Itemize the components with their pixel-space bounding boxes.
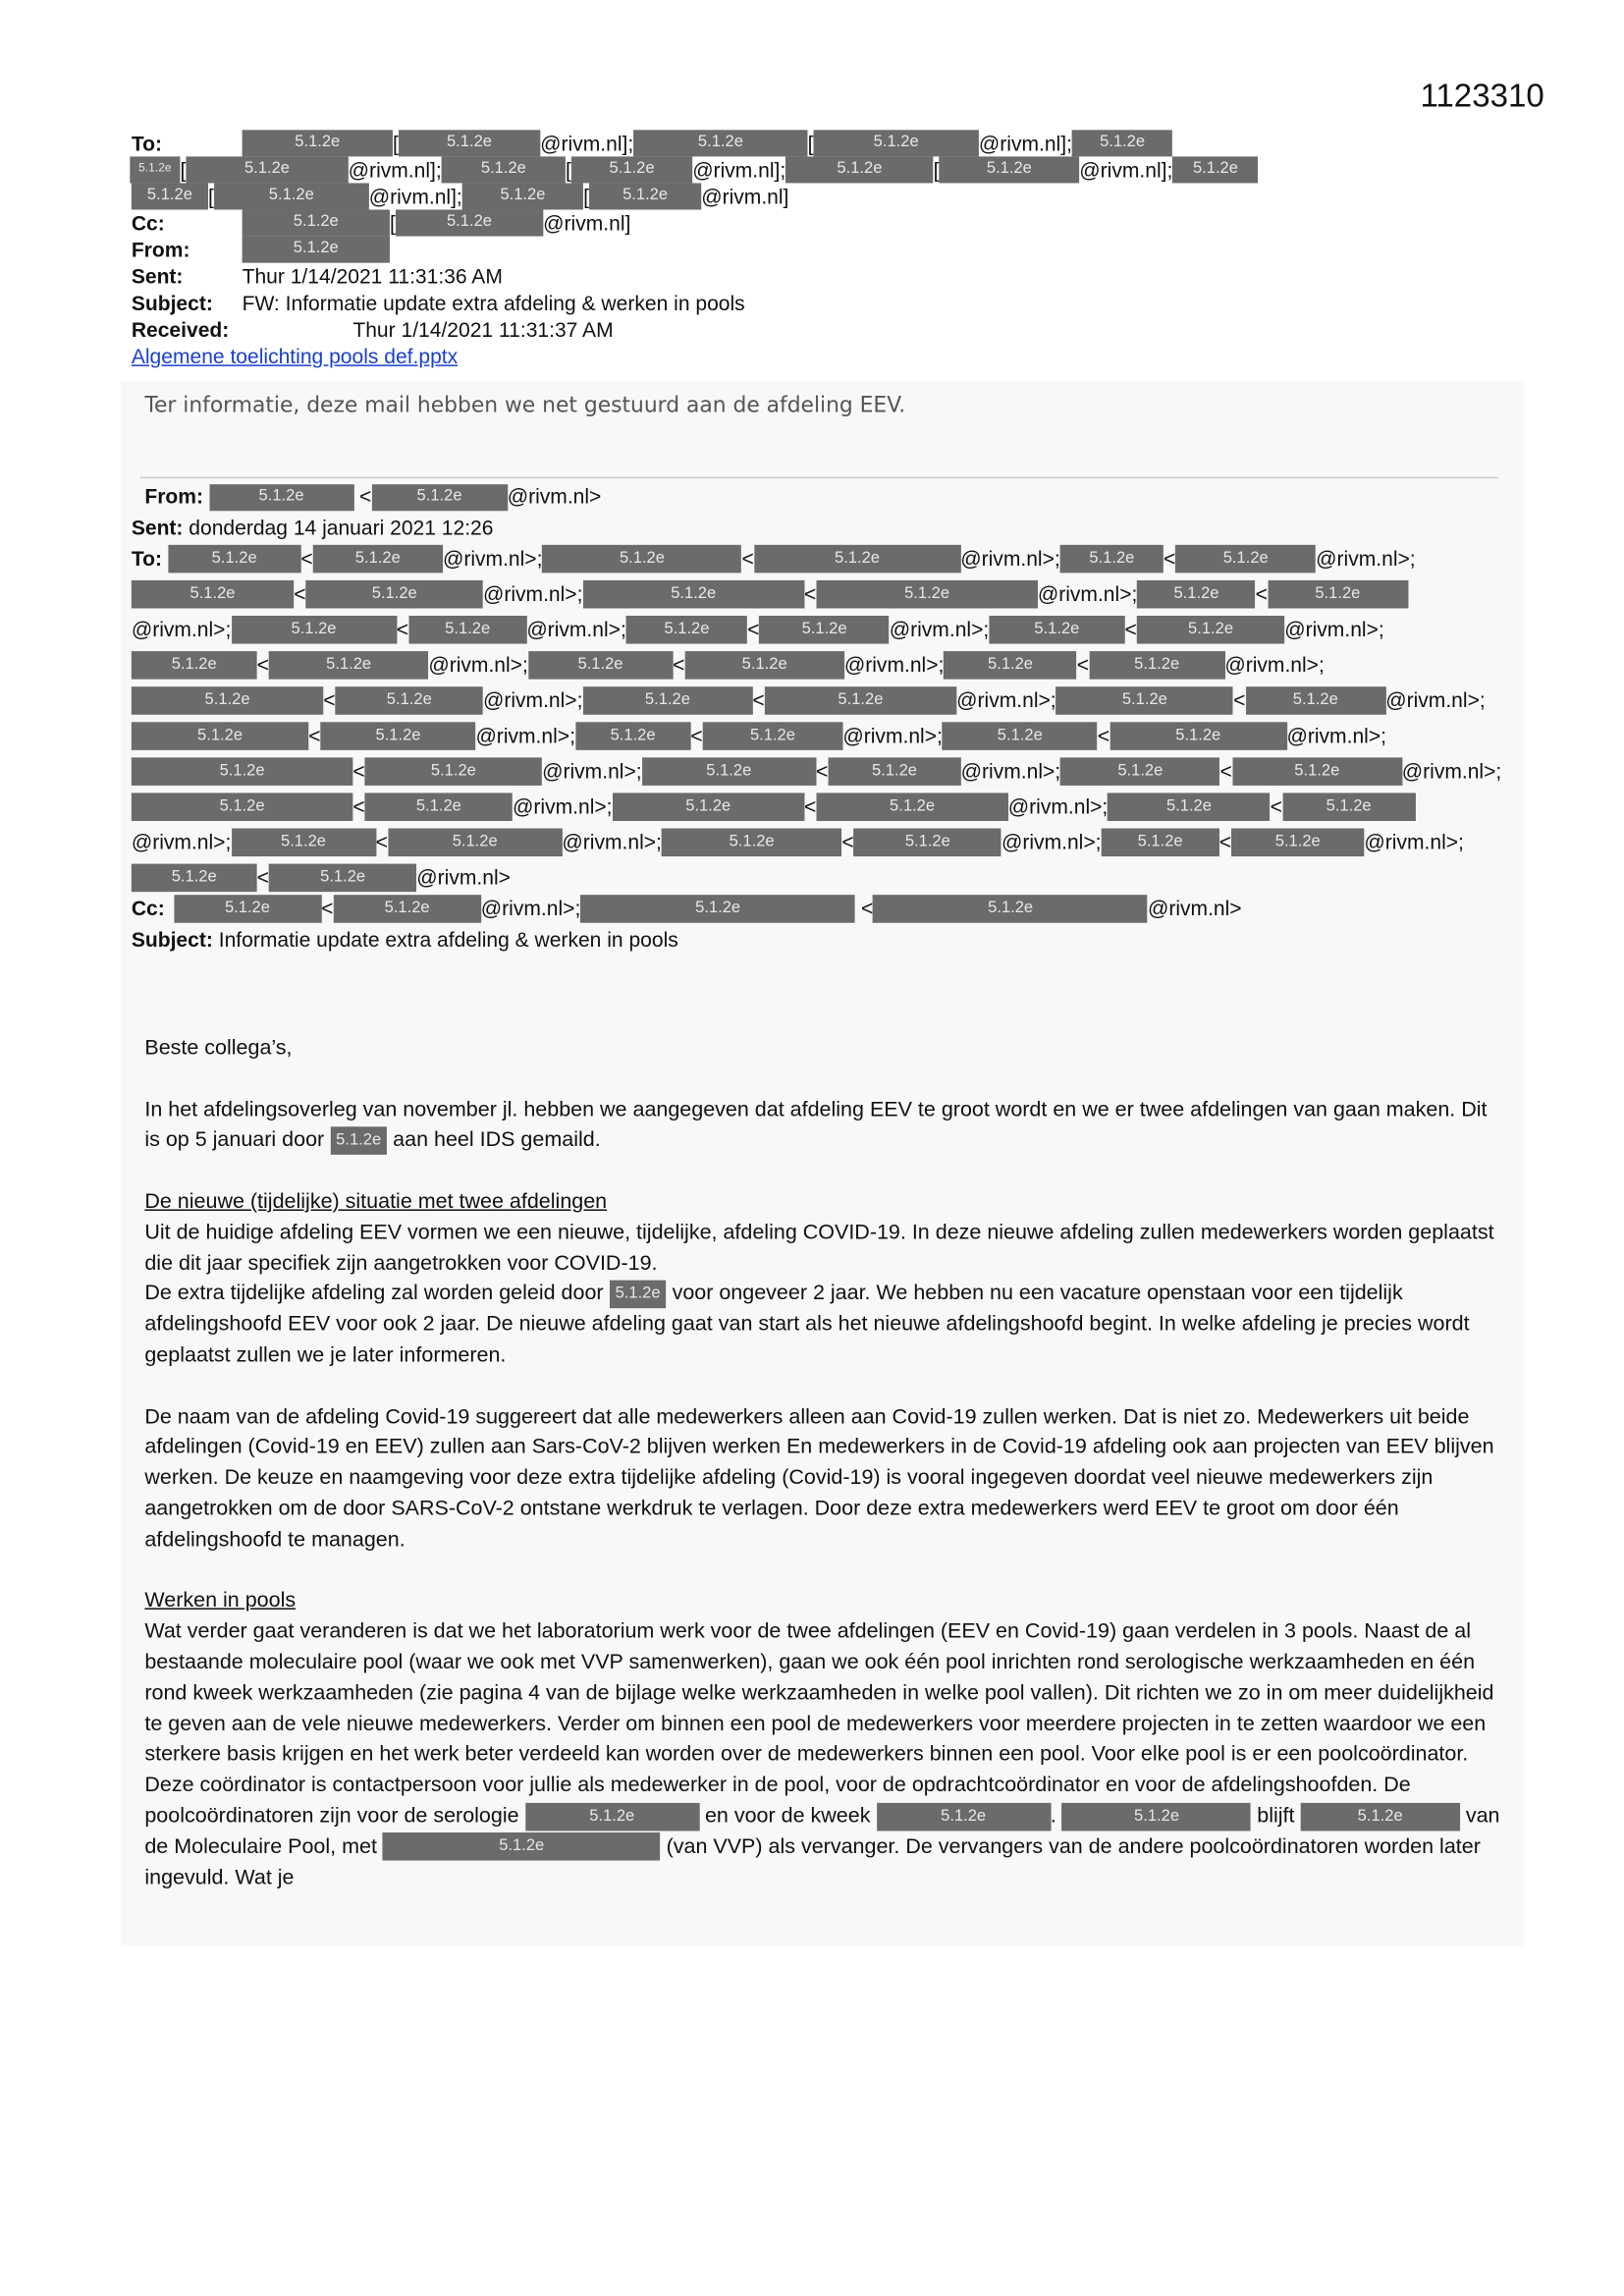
redaction: 5.1.2e [589, 183, 701, 209]
body-paragraph [144, 1095, 1502, 1157]
redaction: 5.1.2e [525, 1802, 699, 1831]
redaction: 5.1.2e [610, 1281, 667, 1309]
redaction: 5.1.2e [408, 616, 526, 644]
sent-row [132, 263, 1460, 290]
attachment-row [132, 343, 1460, 369]
redaction: 5.1.2e [336, 686, 483, 715]
from-label: From: [131, 238, 190, 262]
lt: < [690, 723, 703, 747]
redaction: 5.1.2e [662, 829, 841, 857]
body-text: De naam van de afdeling Covid-19 suggereert dat alle medewerkers alleen aan Covid-19 zullen werken. Dat is niet zo. Medewerkers uit beide afdelingen (Covid-19 en EEV) zullen aan Sars-CoV-2 blijven werken En medewerkers in de Covid-19 afdeling ook aan projecten van EEV blijven werken. De keuze en naamgeving voor deze extra tijdelijke afdeling (Covid-19) is vooral ingegeven doordat veel nieuwe medewerkers zijn aangetrokken om de door SARS-CoV-2 ontstane werkdruk te verlagen. Door deze extra medewerkers werd EEV te groot om door één afdelingshoofd te managen. [144, 1404, 1494, 1552]
redaction: 5.1.2e [1245, 686, 1385, 715]
lt: < [1218, 830, 1232, 854]
redaction: 5.1.2e [231, 616, 396, 644]
received-label: Received: [131, 317, 230, 342]
page-number: 1123310 [1420, 77, 1544, 114]
body-text: De extra tijdelijke afdeling zal worden geleid door [144, 1282, 610, 1306]
redaction: 5.1.2e [243, 210, 390, 237]
redaction: 5.1.2e [785, 156, 933, 183]
body-text: Uit de huidige afdeling EEV vormen we een nieuwe, tijdelijke, afdeling COVID-19. In deze nieuwe afdeling zullen medewerkers worden geplaatst die dit jaar specifiek zijn aangetrokken voor COVID-19. [144, 1221, 1494, 1276]
redaction: 5.1.2e [575, 722, 690, 750]
redaction: 5.1.2e [132, 722, 308, 750]
domain: @rivm.nl>; [428, 652, 528, 677]
redaction: 5.1.2e [132, 793, 353, 821]
subject-value: FW: Informatie update extra afdeling & werken in pools [242, 291, 745, 315]
redaction: 5.1.2e [186, 156, 348, 183]
section-heading: Werken in pools [144, 1589, 297, 1613]
redaction: 5.1.2e [365, 757, 542, 786]
redaction: 5.1.2e [130, 156, 180, 183]
to-label: To: [131, 131, 162, 155]
redaction: 5.1.2e [939, 156, 1079, 183]
redaction: 5.1.2e [1175, 545, 1316, 574]
fw-from-row [144, 481, 1504, 513]
redaction: 5.1.2e [243, 237, 390, 263]
redaction: 5.1.2e [388, 829, 562, 857]
domain: @rivm.nl>; [1037, 581, 1138, 606]
redaction: 5.1.2e [828, 757, 960, 786]
redaction: 5.1.2e [1062, 1802, 1251, 1831]
redaction: 5.1.2e [1101, 829, 1218, 857]
lt: < [359, 484, 372, 509]
lt: < [1124, 617, 1137, 641]
fw-cc-row [132, 894, 1504, 925]
lt: < [752, 687, 765, 712]
email-header [132, 130, 1460, 369]
domain: @rivm.nl>; [842, 723, 943, 747]
lt: < [673, 652, 685, 677]
fw-sent-row [132, 513, 1504, 544]
redaction: 5.1.2e [383, 1833, 661, 1862]
redaction: 5.1.2e [1282, 793, 1415, 821]
domain: @rivm.nl>; [1385, 687, 1486, 712]
lt: < [294, 581, 306, 606]
redaction: 5.1.2e [1172, 156, 1258, 183]
fw-to-list [132, 543, 1504, 893]
redaction: 5.1.2e [132, 864, 257, 893]
body-text: (van VVP) als vervanger. De vervangers van de andere poolcoördinatoren worden later ingevuld. Wat je [144, 1834, 1481, 1889]
domain: @rivm.nl>; [526, 617, 626, 641]
domain: @rivm.nl]; [540, 131, 634, 155]
lt: < [1255, 581, 1268, 606]
to-row: 5.1.2e [ 5.1.2e @rivm.nl]; 5.1.2e [ 5.1.2e @rivm.nl]; 5.1.2e [ 5.1.2e @rivm.nl]; 5.1.2e [130, 156, 1460, 183]
redaction: 5.1.2e [132, 686, 323, 715]
subject-row [132, 290, 1460, 316]
redaction: 5.1.2e [333, 895, 480, 923]
redaction: 5.1.2e [1231, 829, 1364, 857]
lt: < [352, 758, 365, 783]
redaction: 5.1.2e [313, 545, 443, 574]
domain: @rivm.nl]; [692, 157, 786, 182]
redaction: 5.1.2e [399, 130, 540, 156]
redaction: 5.1.2e [1060, 757, 1219, 786]
redaction: 5.1.2e [330, 1126, 387, 1155]
fw-subject-value: Informatie update extra afdeling & werken in pools [218, 927, 678, 952]
redaction: 5.1.2e [633, 130, 807, 156]
cc-row: Cc: 5.1.2e [ 5.1.2e @rivm.nl] [131, 211, 631, 236]
redaction: 5.1.2e [854, 829, 1001, 857]
redaction: 5.1.2e [542, 545, 741, 574]
redaction: 5.1.2e [582, 580, 804, 609]
domain: @rivm.nl> [507, 484, 602, 509]
redaction: 5.1.2e [528, 651, 673, 680]
body-text: blijft [1251, 1804, 1301, 1829]
domain: @rivm.nl>; [1286, 723, 1386, 747]
redaction: 5.1.2e [1110, 722, 1286, 750]
body-text: In het afdelingsoverleg van november jl. hebben we aangegeven dat afdeling EEV te groot wordt en we er twee afdelingen van gaan maken. Dit is op 5 januari door [144, 1098, 1488, 1153]
domain: @rivm.nl>; [131, 617, 232, 641]
redaction: 5.1.2e [703, 722, 843, 750]
redaction: 5.1.2e [1056, 686, 1233, 715]
attachment-link[interactable]: Algemene toelichting pools def.pptx [131, 344, 459, 368]
redaction: 5.1.2e [1300, 1802, 1459, 1831]
domain: @rivm.nl>; [131, 830, 232, 854]
lt: < [321, 896, 334, 920]
redaction: 5.1.2e [1137, 616, 1284, 644]
lt: < [803, 793, 817, 818]
lt: < [747, 617, 760, 641]
to-row: To: 5.1.2e [ 5.1.2e @rivm.nl]; 5.1.2e [ 5.1.2e @rivm.nl]; 5.1.2e [132, 130, 1460, 156]
domain: @rivm.nl>; [889, 617, 990, 641]
redaction: 5.1.2e [243, 130, 393, 156]
email-body [144, 1034, 1502, 1925]
redaction: 5.1.2e [365, 793, 513, 821]
lt: < [256, 652, 269, 677]
received-row [132, 316, 1460, 343]
redaction: 5.1.2e [816, 580, 1038, 609]
greeting: Beste collega’s, [144, 1036, 293, 1061]
redaction: 5.1.2e [132, 757, 353, 786]
cc-label: Cc: [131, 211, 165, 236]
lt: < [1097, 723, 1110, 747]
body-text: Wat verder gaat veranderen is dat we het laboratorium werk voor de twee afdelingen (EEV en Covid-19) gaan verdelen in 3 pools. Naast de al bestaande moleculaire pool (waar we ook met VVP samenwerken), gaan we ook één pool inrichten rond serologische werkzaamheden en één rond kweek werkzaamheden (zie pagina 4 van de bijlage welke werkzaamheden in welke pool vallen). Dit richten we zo in om meer duidelijkheid te geven aan de vele nieuwe medewerkers. Verder om binnen een pool de medewerkers voor meerdere projecten in te zetten waardoor we een sterkere basis krijgen en het werk beter verdeeld kan worden over de medewerkers binnen een pool. Voor elke pool is er een poolcoördinator. Deze coördinator is contactpersoon voor jullie als medewerker in de pool, voor de opdrachtcoördinator en voor de afdelingshoofden. De poolcoördinatoren zijn voor de serologie [144, 1619, 1494, 1829]
domain: @rivm.nl>; [482, 581, 583, 606]
subject-label: Subject: [131, 291, 213, 315]
redaction: 5.1.2e [231, 829, 375, 857]
domain: @rivm.nl>; [956, 687, 1056, 712]
domain: @rivm.nl] [543, 211, 631, 236]
redaction: 5.1.2e [269, 864, 416, 893]
redaction: 5.1.2e [209, 485, 353, 512]
domain: @rivm.nl> [416, 865, 511, 890]
body-paragraph [144, 1402, 1502, 1556]
domain: @rivm.nl>; [843, 652, 945, 677]
redaction: 5.1.2e [876, 1802, 1050, 1831]
redaction: 5.1.2e [944, 651, 1076, 680]
redaction: 5.1.2e [582, 686, 752, 715]
to-row: 5.1.2e [ 5.1.2e @rivm.nl]; 5.1.2e [ 5.1.2e @rivm.nl] [132, 183, 1460, 209]
redaction: 5.1.2e [1072, 130, 1172, 156]
domain: @rivm.nl>; [482, 687, 583, 712]
domain: @rivm.nl>; [1316, 546, 1416, 571]
domain: @rivm.nl]; [1079, 157, 1173, 182]
redaction: 5.1.2e [1137, 580, 1255, 609]
redaction: 5.1.2e [754, 545, 961, 574]
redaction: 5.1.2e [873, 895, 1148, 923]
body-text: aan heel IDS gemaild. [387, 1128, 601, 1153]
redaction: 5.1.2e [371, 485, 507, 512]
domain: @rivm.nl>; [542, 758, 642, 783]
lt: < [741, 546, 754, 571]
lt: < [352, 793, 365, 818]
redaction: 5.1.2e [1232, 757, 1402, 786]
forwarded-header [132, 481, 1504, 956]
redaction: 5.1.2e [442, 156, 566, 183]
domain: @rivm.nl>; [960, 546, 1060, 571]
lt: < [816, 758, 829, 783]
lt: < [300, 546, 313, 571]
body-paragraph [144, 1187, 1502, 1372]
sent-value: Thur 1/14/2021 11:31:36 AM [242, 264, 503, 289]
domain: @rivm.nl>; [1364, 830, 1464, 854]
redaction: 5.1.2e [1060, 545, 1164, 574]
lt: < [375, 830, 388, 854]
redaction: 5.1.2e [684, 651, 843, 680]
redaction: 5.1.2e [132, 580, 294, 609]
redaction: 5.1.2e [989, 616, 1124, 644]
lt: < [1233, 687, 1246, 712]
domain: @rivm.nl>; [1224, 652, 1325, 677]
redaction: 5.1.2e [759, 616, 889, 644]
lt: < [1164, 546, 1176, 571]
body-text: voor ongeveer 2 jaar. We hebben nu een vacature openstaan voor een tijdelijk afdelingshoofd EEV voor ook 2 jaar. De nieuwe afdeling gaat van start als het nieuwe afdelingshoofd begint. In welke afdeling je precies wordt geplaatst zullen we je later informeren. [144, 1282, 1470, 1368]
redaction: 5.1.2e [214, 183, 369, 209]
redaction: 5.1.2e [613, 793, 804, 821]
domain: @rivm.nl>; [1401, 758, 1502, 783]
lt: < [1270, 793, 1282, 818]
redaction: 5.1.2e [626, 616, 747, 644]
fw-subject-row [132, 924, 1504, 956]
domain: @rivm.nl>; [1284, 617, 1384, 641]
domain: @rivm.nl]; [348, 157, 442, 182]
body-text: en voor de kweek [698, 1804, 877, 1829]
lt: < [308, 723, 321, 747]
redaction: 5.1.2e [813, 130, 978, 156]
redaction: 5.1.2e [943, 722, 1098, 750]
fw-subject-label: Subject: [131, 927, 213, 952]
redaction: 5.1.2e [1108, 793, 1270, 821]
body-paragraph [144, 1586, 1502, 1893]
redaction: 5.1.2e [174, 895, 321, 923]
domain: @rivm.nl>; [475, 723, 575, 747]
redaction: 5.1.2e [168, 545, 300, 574]
fw-cc-label: Cc: [131, 896, 165, 920]
redaction: 5.1.2e [132, 651, 257, 680]
lt: < [803, 581, 817, 606]
redaction: 5.1.2e [580, 895, 855, 923]
fw-to-label: To: [131, 546, 162, 571]
received-value: Thur 1/14/2021 11:31:37 AM [352, 317, 614, 342]
domain: @rivm.nl] [701, 184, 789, 209]
lt: < [841, 830, 854, 854]
from-row [132, 237, 1460, 263]
section-heading: De nieuwe (tijdelijke) situatie met twee afdelingen [144, 1189, 608, 1214]
redaction: 5.1.2e [321, 722, 476, 750]
redaction: 5.1.2e [396, 210, 543, 237]
fw-from-label: From: [144, 484, 204, 509]
domain: @rivm.nl>; [480, 896, 581, 920]
body-text: van de Moleculaire Pool, met [144, 1804, 1500, 1859]
redaction: 5.1.2e [571, 156, 692, 183]
redaction: 5.1.2e [269, 651, 428, 680]
intro-text: Ter informatie, deze mail hebben we net gestuurd aan de afdeling EEV. [144, 394, 906, 418]
domain: @rivm.nl]; [978, 131, 1072, 155]
domain: @rivm.nl>; [1001, 830, 1102, 854]
redaction: 5.1.2e [306, 580, 483, 609]
redaction: 5.1.2e [132, 183, 208, 209]
domain: @rivm.nl>; [1007, 793, 1109, 818]
lt: < [1076, 652, 1089, 677]
sent-label: Sent: [131, 264, 184, 289]
body-text: . [1050, 1804, 1062, 1829]
domain: @rivm.nl]; [368, 184, 462, 209]
redaction: 5.1.2e [816, 793, 1007, 821]
domain: @rivm.nl>; [960, 758, 1061, 783]
lt: < [396, 617, 409, 641]
domain: @rivm.nl>; [562, 830, 662, 854]
redaction: 5.1.2e [462, 183, 583, 209]
domain: @rivm.nl>; [513, 793, 613, 818]
fw-sent-label: Sent: [131, 515, 184, 539]
lt: < [860, 896, 874, 920]
divider [140, 477, 1498, 479]
lt: < [1219, 758, 1232, 783]
redaction: 5.1.2e [642, 757, 816, 786]
redaction: 5.1.2e [1089, 651, 1224, 680]
domain: @rivm.nl>; [442, 546, 543, 571]
redaction: 5.1.2e [765, 686, 956, 715]
lt: < [323, 687, 336, 712]
fw-sent-value: donderdag 14 januari 2021 12:26 [189, 515, 494, 539]
redaction: 5.1.2e [1268, 580, 1408, 609]
lt: < [256, 865, 269, 890]
domain: @rivm.nl> [1147, 896, 1242, 920]
